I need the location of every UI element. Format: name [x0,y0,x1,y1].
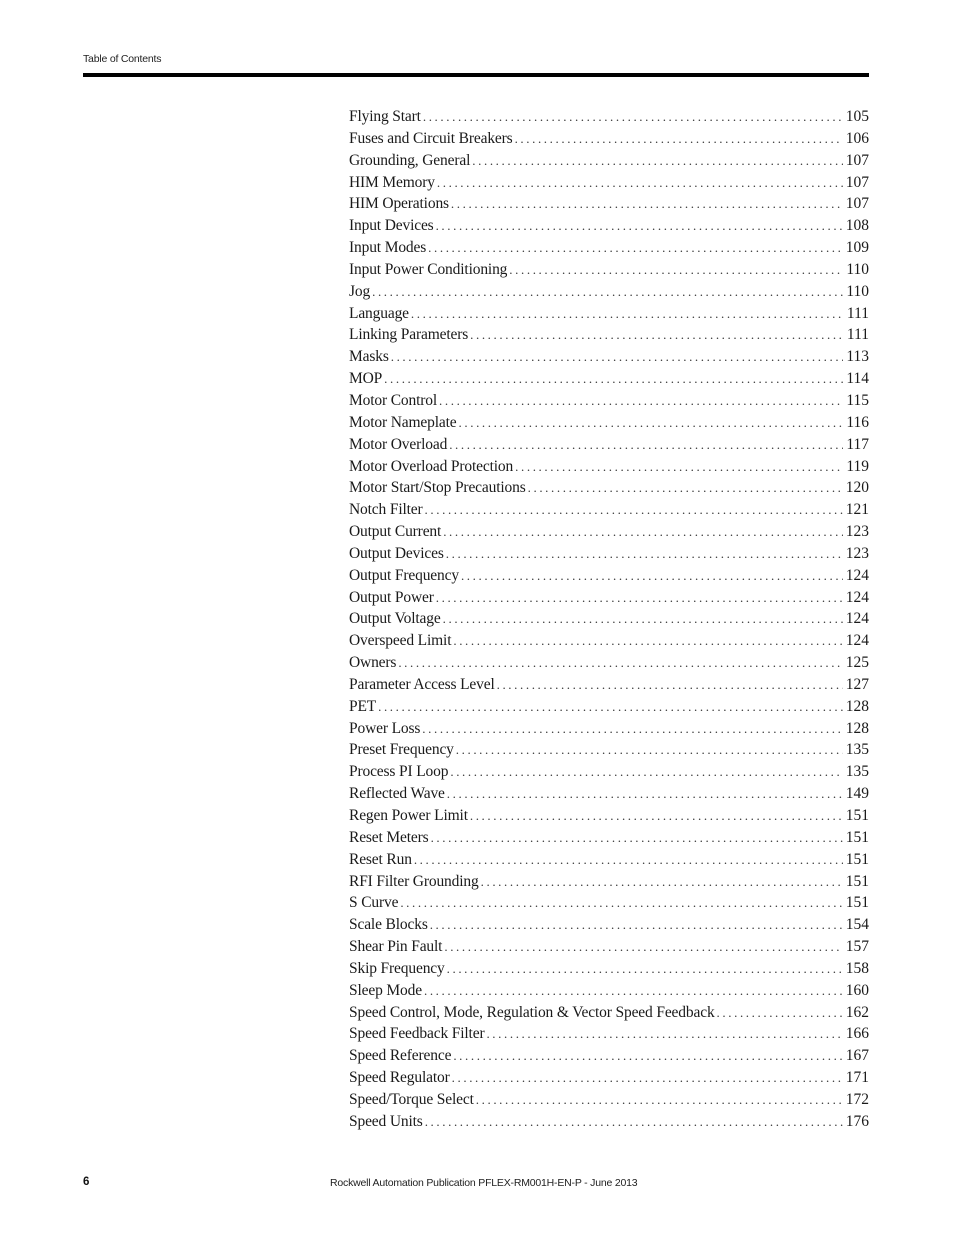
toc-entry-page-number[interactable]: 106 [845,129,869,147]
toc-dot-leader [411,303,844,325]
toc-dot-leader [451,193,843,215]
toc-entry-page-number[interactable]: 135 [845,763,869,781]
toc-dot-leader [450,761,842,783]
toc-dot-leader [509,259,843,281]
toc-entry-page-number[interactable]: 113 [846,348,869,366]
toc-entry-title[interactable]: S Curve [349,894,399,912]
toc-dot-leader [456,739,843,761]
toc-dot-leader [528,477,843,499]
toc-entry-title[interactable]: Parameter Access Level [349,675,495,693]
toc-entry[interactable] [349,543,869,565]
toc-entry-title[interactable]: Preset Frequency [349,741,454,759]
toc-entry[interactable] [349,215,869,237]
toc-entry-title[interactable]: Owners [349,654,397,672]
toc-dot-leader [428,237,843,259]
toc-entry[interactable] [349,674,869,696]
toc-dot-leader [481,871,843,893]
toc-entry-title[interactable]: Overspeed Limit [349,632,452,650]
toc-entry-title[interactable]: Language [349,304,409,322]
toc-entry[interactable] [349,805,869,827]
toc-entry-title[interactable]: RFI Filter Grounding [349,872,479,890]
toc-dot-leader [446,543,843,565]
toc-entry[interactable] [349,346,869,368]
toc-entry[interactable] [349,892,869,914]
toc-entry-page-number[interactable]: 125 [845,654,869,672]
toc-entry[interactable] [349,652,869,674]
toc-entry-page-number[interactable]: 149 [845,785,869,803]
toc-dot-leader [717,1002,843,1024]
toc-entry[interactable] [349,499,869,521]
toc-entry-page-number[interactable]: 121 [845,501,869,519]
toc-entry-title[interactable]: Input Devices [349,217,434,235]
toc-entry[interactable] [349,1111,869,1133]
toc-entry-title[interactable]: Speed Control, Mode, Regulation & Vector Speed Feedback [349,1003,715,1021]
toc-entry[interactable] [349,368,869,390]
toc-dot-leader [372,281,843,303]
toc-entry-title[interactable]: Speed Regulator [349,1069,450,1087]
toc-entry-title[interactable]: Notch Filter [349,501,423,519]
toc-entry[interactable] [349,871,869,893]
toc-entry[interactable] [349,521,869,543]
toc-entry[interactable] [349,456,869,478]
toc-entry[interactable] [349,390,869,412]
toc-entry-title[interactable]: PET [349,697,377,715]
toc-dot-leader [414,849,843,871]
toc-dot-leader [424,980,843,1002]
toc-entry[interactable] [349,827,869,849]
toc-entry-title[interactable]: Grounding, General [349,151,471,169]
footer-publication-info: Rockwell Automation Publication PFLEX-RM001H-EN-P - June 2013 [330,1177,638,1189]
toc-entry-page-number[interactable]: 176 [845,1112,869,1130]
toc-entry-page-number[interactable]: 123 [845,544,869,562]
toc-entry[interactable] [349,477,869,499]
toc-entry[interactable] [349,630,869,652]
toc-entry-page-number[interactable]: 128 [845,719,869,737]
toc-entry-title[interactable]: Linking Parameters [349,326,469,344]
toc-entry-title[interactable]: Masks [349,348,389,366]
toc-dot-leader [425,499,843,521]
toc-entry-title[interactable]: Speed Reference [349,1047,452,1065]
toc-dot-leader [453,1045,842,1067]
toc-entry-page-number[interactable]: 109 [845,239,869,257]
toc-entry-page-number[interactable]: 154 [845,916,869,934]
toc-entry[interactable] [349,412,869,434]
toc-entry-title[interactable]: Skip Frequency [349,959,445,977]
toc-dot-leader [437,172,843,194]
toc-entry-title[interactable]: Scale Blocks [349,916,428,934]
toc-entry-page-number[interactable]: 128 [845,697,869,715]
toc-dot-leader [436,215,843,237]
toc-entry-page-number[interactable]: 117 [846,435,869,453]
toc-entry-page-number[interactable]: 151 [845,894,869,912]
toc-entry[interactable] [349,936,869,958]
toc-entry[interactable] [349,980,869,1002]
toc-entry[interactable] [349,281,869,303]
toc-entry-title[interactable]: Output Voltage [349,610,441,628]
toc-entry-page-number[interactable]: 107 [845,151,869,169]
toc-entry[interactable] [349,849,869,871]
toc-dot-leader [459,412,844,434]
toc-entry-title[interactable]: Output Power [349,588,434,606]
toc-entry-title[interactable]: Process PI Loop [349,763,449,781]
toc-entry[interactable] [349,718,869,740]
toc-dot-leader [447,783,843,805]
toc-dot-leader [452,1067,843,1089]
toc-entry-page-number[interactable]: 120 [845,479,869,497]
toc-entry-page-number[interactable]: 162 [845,1003,869,1021]
toc-dot-leader [398,652,842,674]
toc-dot-leader [436,587,843,609]
toc-entry-title[interactable]: Output Frequency [349,566,459,584]
toc-dot-leader [431,827,843,849]
toc-entry-title[interactable]: HIM Memory [349,173,435,191]
toc-entry-title[interactable]: Motor Start/Stop Precautions [349,479,526,497]
toc-entry-page-number[interactable]: 160 [845,981,869,999]
toc-entry[interactable] [349,1067,869,1089]
toc-dot-leader [472,150,842,172]
toc-dot-leader [470,805,843,827]
toc-entry-page-number[interactable]: 111 [846,304,869,322]
toc-entry-page-number[interactable]: 124 [845,588,869,606]
toc-entry-title[interactable]: Fuses and Circuit Breakers [349,129,513,147]
toc-entry-page-number[interactable]: 124 [845,610,869,628]
toc-entry-title[interactable]: Flying Start [349,108,421,125]
toc-entry-page-number[interactable]: 107 [845,173,869,191]
toc-entry-page-number[interactable]: 124 [845,566,869,584]
toc-entry-title[interactable]: Speed/Torque Select [349,1090,474,1108]
toc-entry[interactable] [349,565,869,587]
toc-entry-page-number[interactable]: 172 [845,1090,869,1108]
toc-entry-page-number[interactable]: 158 [845,959,869,977]
toc-entry-page-number[interactable]: 124 [845,632,869,650]
toc-dot-leader [447,958,843,980]
toc-entry-page-number[interactable]: 123 [845,523,869,541]
toc-entry-page-number[interactable]: 116 [846,413,869,431]
toc-entry-title[interactable]: Shear Pin Fault [349,938,443,956]
toc-dot-leader [515,456,843,478]
toc-entry-page-number[interactable]: 111 [846,326,869,344]
toc-entry-title[interactable]: Motor Control [349,391,438,409]
toc-entry[interactable] [349,193,869,215]
toc-entry-title[interactable]: Speed Units [349,1112,423,1130]
running-header-title: Table of Contents [83,53,162,65]
toc-entry-title[interactable]: Speed Feedback Filter [349,1025,485,1043]
toc-entry-page-number[interactable]: 114 [846,370,869,388]
toc-dot-leader [443,608,843,630]
toc-entry-title[interactable]: Input Power Conditioning [349,260,508,278]
toc-entry[interactable] [349,303,869,325]
footer-page-number: 6 [83,1176,90,1188]
toc-entry[interactable] [349,172,869,194]
toc-entry-title[interactable]: Reset Meters [349,828,429,846]
toc-entry-page-number[interactable]: 119 [846,457,869,475]
toc-dot-leader [423,106,843,128]
toc-entry-title[interactable]: Power Loss [349,719,421,737]
toc-entry-title[interactable]: Input Modes [349,239,427,257]
toc-entry-page-number[interactable]: 108 [845,217,869,235]
toc-dot-leader [470,324,844,346]
toc-entry[interactable] [349,128,869,150]
toc-entry-page-number[interactable]: 171 [845,1069,869,1087]
toc-entry-title[interactable]: Jog [349,282,371,300]
toc-entry[interactable] [349,324,869,346]
toc-dot-leader [391,346,844,368]
toc-entry-page-number[interactable]: 135 [845,741,869,759]
toc-dot-leader [444,936,842,958]
toc-entry-title[interactable]: Output Devices [349,544,444,562]
toc-entry-page-number[interactable]: 110 [846,282,869,300]
toc-entry-title[interactable]: Reflected Wave [349,785,445,803]
toc-dot-leader [497,674,843,696]
toc-entry-page-number[interactable]: 151 [845,807,869,824]
toc-entry-title[interactable]: Output Current [349,523,442,541]
toc-dot-leader [430,914,843,936]
toc-dot-leader [461,565,843,587]
toc-dot-leader [515,128,843,150]
toc-dot-leader [443,521,843,543]
table-of-contents [349,106,869,1133]
toc-dot-leader [449,434,843,456]
toc-entry[interactable] [349,608,869,630]
toc-entry-title[interactable]: Sleep Mode [349,981,422,999]
toc-entry[interactable] [349,1002,869,1024]
toc-entry-page-number[interactable]: 157 [845,938,869,956]
toc-entry[interactable] [349,1089,869,1111]
toc-entry[interactable] [349,739,869,761]
toc-entry-title[interactable]: Motor Overload Protection [349,457,514,475]
toc-entry[interactable] [349,761,869,783]
toc-entry-page-number[interactable]: 151 [845,850,869,868]
toc-entry-title[interactable]: Motor Nameplate [349,413,457,431]
toc-entry-page-number[interactable]: 151 [845,872,869,890]
toc-dot-leader [422,718,842,740]
toc-entry-page-number[interactable]: 115 [846,391,869,409]
toc-entry-page-number[interactable]: 166 [845,1025,869,1043]
toc-dot-leader [378,696,843,718]
toc-entry[interactable] [349,783,869,805]
toc-entry-page-number[interactable]: 107 [845,195,869,213]
toc-entry[interactable] [349,150,869,172]
toc-entry[interactable] [349,237,869,259]
toc-entry[interactable] [349,106,869,128]
toc-entry[interactable] [349,958,869,980]
toc-entry-page-number[interactable]: 110 [846,260,869,278]
toc-dot-leader [486,1023,842,1045]
toc-entry-page-number[interactable]: 167 [845,1047,869,1065]
toc-entry-title[interactable]: Reset Run [349,850,412,868]
toc-entry-page-number[interactable]: 151 [845,828,869,846]
toc-entry[interactable] [349,259,869,281]
toc-entry-title[interactable]: MOP [349,370,383,388]
toc-entry-page-number[interactable]: 105 [845,108,869,125]
toc-entry-title[interactable]: Motor Overload [349,435,448,453]
toc-dot-leader [439,390,843,412]
toc-entry[interactable] [349,1023,869,1045]
toc-dot-leader [384,368,843,390]
toc-entry[interactable] [349,1045,869,1067]
toc-entry-title[interactable]: HIM Operations [349,195,449,213]
toc-entry[interactable] [349,434,869,456]
toc-entry-page-number[interactable]: 127 [845,675,869,693]
toc-entry-title[interactable]: Regen Power Limit [349,807,468,824]
toc-dot-leader [400,892,842,914]
toc-entry[interactable] [349,587,869,609]
toc-dot-leader [453,630,842,652]
toc-dot-leader [476,1089,843,1111]
toc-entry[interactable] [349,696,869,718]
header-rule [83,73,869,77]
toc-dot-leader [425,1111,843,1133]
toc-entry[interactable] [349,914,869,936]
